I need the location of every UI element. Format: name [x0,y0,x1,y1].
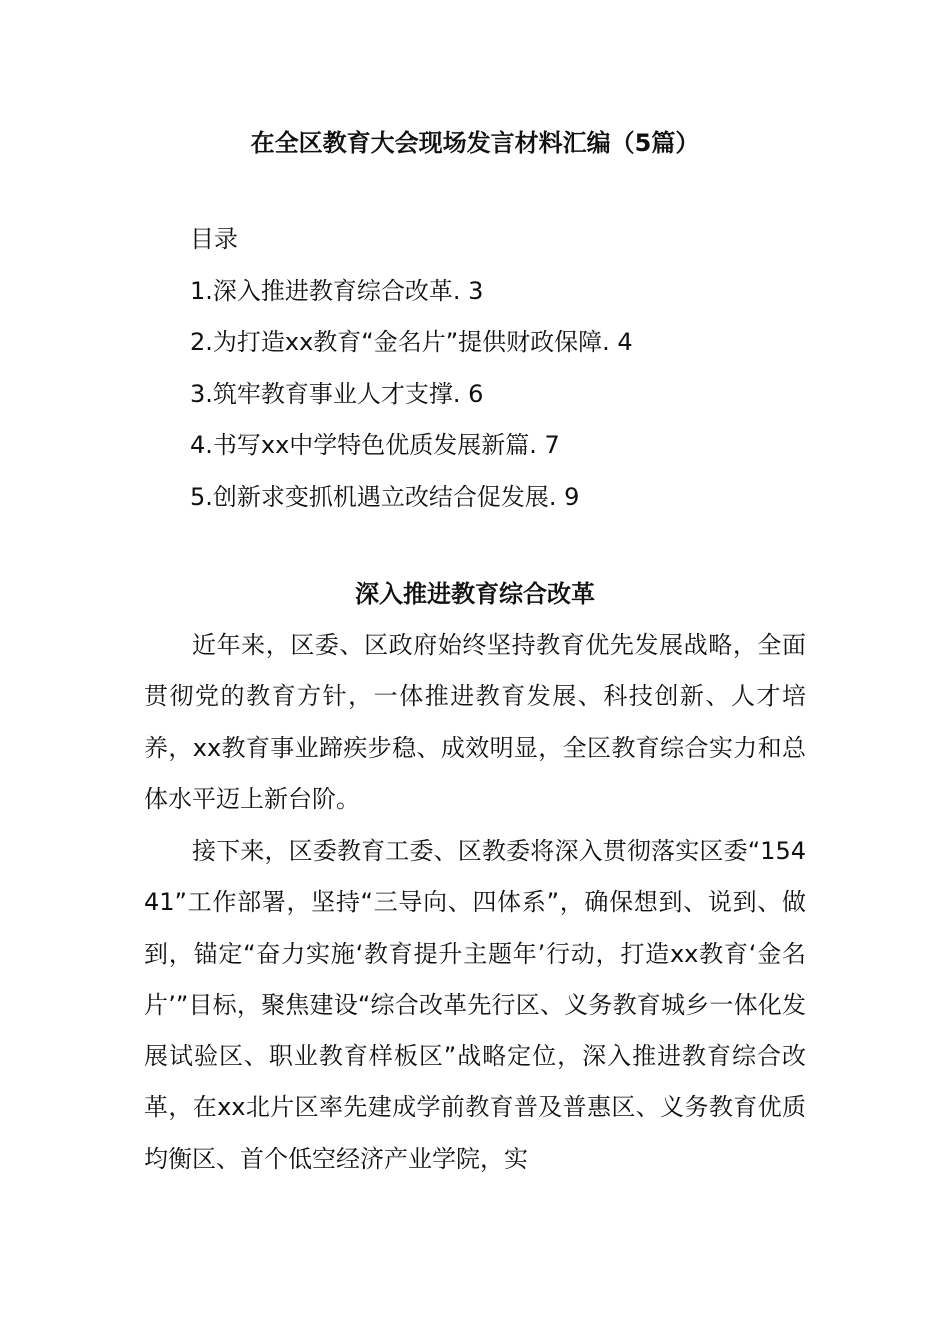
toc-item[interactable]: 1.深入推进教育综合改革. 3 [190,277,484,305]
toc-item[interactable]: 3.筑牢教育事业人才支撑. 6 [190,380,484,408]
document-title: 在全区教育大会现场发言材料汇编（5篇） [250,129,700,157]
toc-item[interactable]: 4.书写xx中学特色优质发展新篇. 7 [190,431,560,459]
body-paragraph: 近年来，区委、区政府始终坚持教育优先发展战略，全面贯彻党的教育方针，一体推进教育发展、科技创新、人才培养，xx教育事业蹄疾步稳、成效明显，全区教育综合实力和总体水平迈上新台阶。 [144,631,806,813]
section-title: 深入推进教育综合改革 [355,580,595,608]
body-paragraph: 接下来，区委教育工委、区教委将深入贯彻落实区委“15441”工作部署，坚持“三导向、四体系”，确保想到、说到、做到，锚定“奋力实施‘教育提升主题年’行动，打造xx教育‘金名片’”目标，聚焦建设“综合改革先行区、义务教育城乡一体化发展试验区、职业教育样板区”战略定位，深入推进教育综合改革，在xx北片区率先建成学前教育普及普惠区、义务教育优质均衡区、首个低空经济产业学院，实 [144,837,806,1173]
toc-heading: 目录 [190,225,238,253]
toc-item[interactable]: 2.为打造xx教育“金名片”提供财政保障. 4 [190,328,633,356]
toc-item[interactable]: 5.创新求变抓机遇立改结合促发展. 9 [190,483,580,511]
